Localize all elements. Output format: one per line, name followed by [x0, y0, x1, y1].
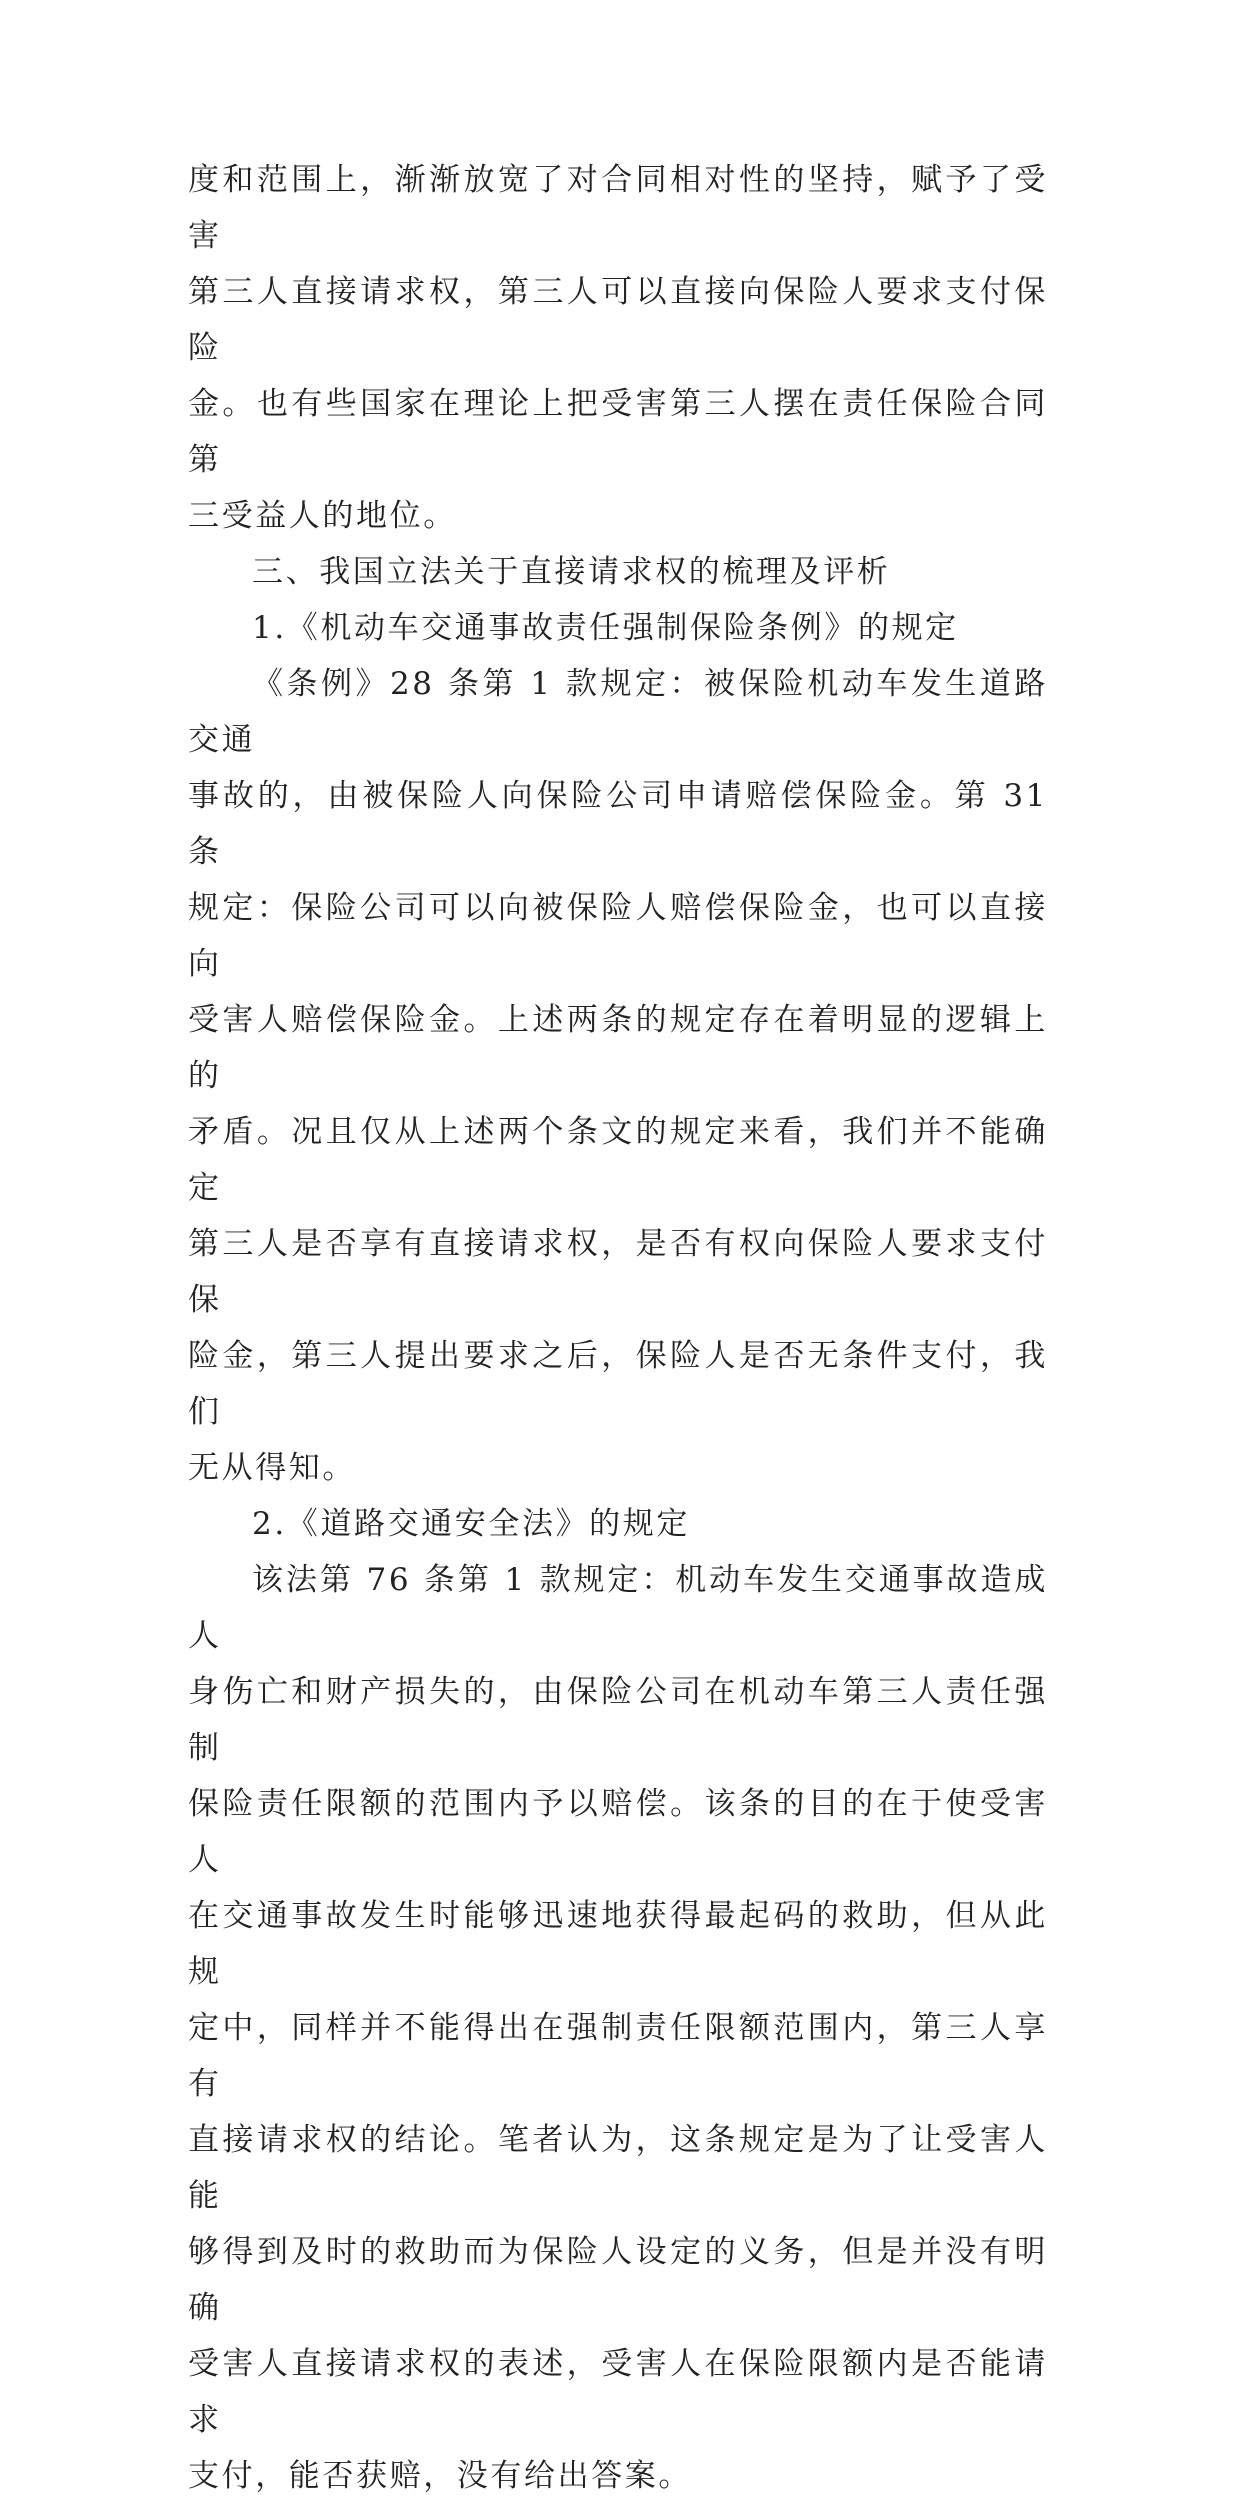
text-line: 直接请求权的结论。笔者认为，这条规定是为了让受害人能: [188, 2122, 1048, 2214]
paragraph-3: [188, 1552, 1048, 2504]
subsection-heading-1: 1.《机动车交通事故责任强制保险条例》的规定: [252, 610, 959, 646]
text-line: 够得到及时的救助而为保险人设定的义务，但是并没有明确: [188, 2234, 1048, 2326]
subsection-heading-2: 2.《道路交通安全法》的规定: [252, 1506, 690, 1542]
document-body: [188, 152, 1048, 2504]
text-line: 度和范围上，渐渐放宽了对合同相对性的坚持，赋予了受害: [188, 162, 1048, 254]
text-line: 第三人直接请求权，第三人可以直接向保险人要求支付保险: [188, 274, 1048, 366]
text-line: 在交通事故发生时能够迅速地获得最起码的救助，但从此规: [188, 1898, 1048, 1990]
text-line: 保险责任限额的范围内予以赔偿。该条的目的在于使受害人: [188, 1786, 1048, 1878]
text-line: 受害人直接请求权的表述，受害人在保险限额内是否能请求: [188, 2346, 1048, 2438]
paragraph-2: [188, 656, 1048, 1496]
text-line: 该法第 76 条第 1 款规定：机动车发生交通事故造成人: [188, 1562, 1048, 1654]
text-line: 第三人是否享有直接请求权，是否有权向保险人要求支付保: [188, 1226, 1048, 1318]
text-line: 矛盾。况且仅从上述两个条文的规定来看，我们并不能确定: [188, 1114, 1048, 1206]
text-line: 支付，能否获赔，没有给出答案。: [188, 2458, 692, 2494]
paragraph-1: [188, 152, 1048, 544]
text-line: 规定：保险公司可以向被保险人赔偿保险金，也可以直接向: [188, 890, 1048, 982]
section-heading: 三、我国立法关于直接请求权的梳理及评析: [252, 554, 891, 590]
text-line: 受害人赔偿保险金。上述两条的规定存在着明显的逻辑上的: [188, 1002, 1048, 1094]
text-line: 定中，同样并不能得出在强制责任限额范围内，第三人享有: [188, 2010, 1048, 2102]
text-line: 无从得知。: [188, 1450, 356, 1486]
text-line: 金。也有些国家在理论上把受害第三人摆在责任保险合同第: [188, 386, 1048, 478]
text-line: 《条例》28 条第 1 款规定：被保险机动车发生道路交通: [188, 666, 1048, 758]
text-line: 身伤亡和财产损失的，由保险公司在机动车第三人责任强制: [188, 1674, 1048, 1766]
text-line: 事故的，由被保险人向保险公司申请赔偿保险金。第 31 条: [188, 778, 1048, 870]
text-line: 三受益人的地位。: [188, 498, 457, 534]
text-line: 险金，第三人提出要求之后，保险人是否无条件支付，我们: [188, 1338, 1048, 1430]
